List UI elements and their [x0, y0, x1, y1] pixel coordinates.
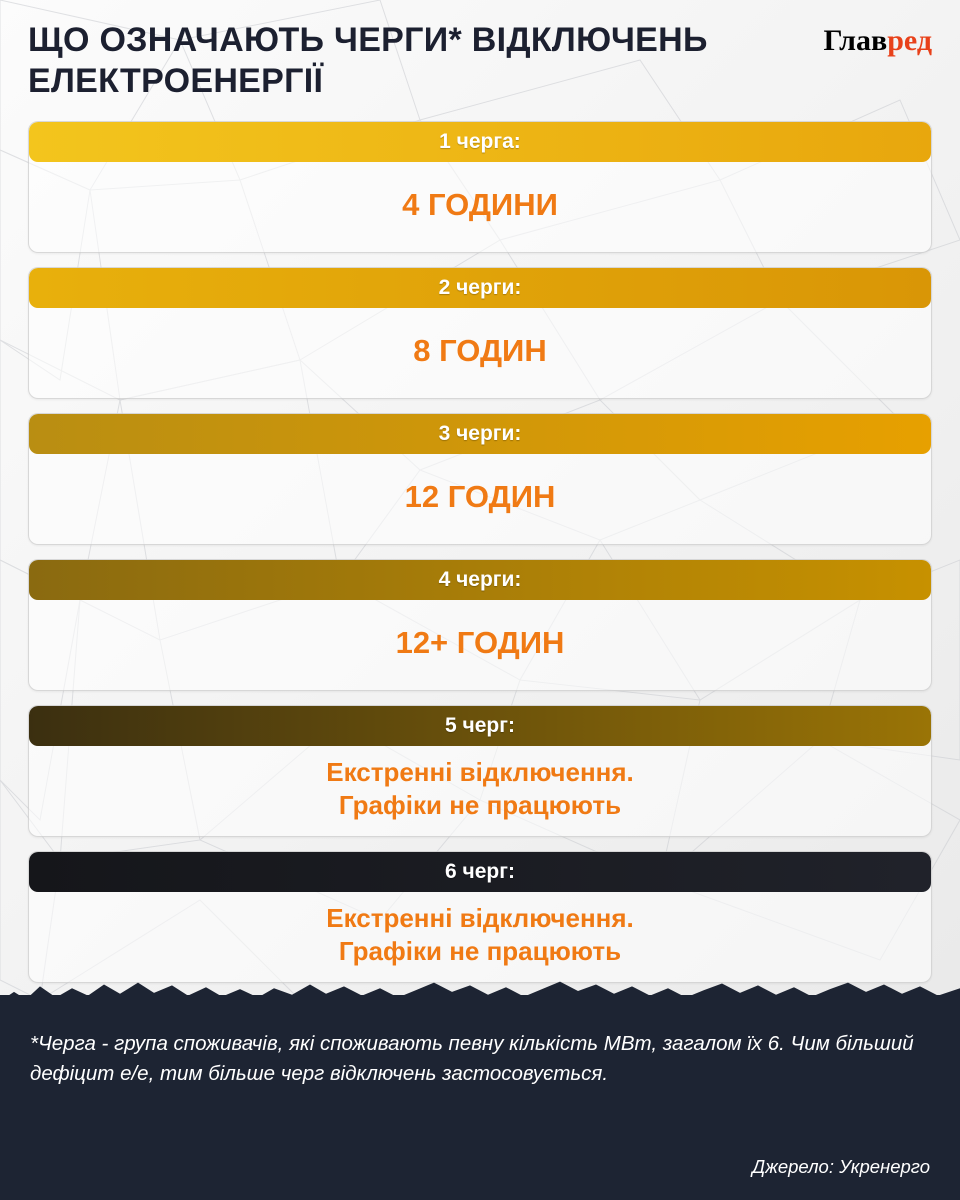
queue-row — [28, 267, 932, 399]
queue-label: 6 черг: — [445, 859, 515, 883]
queue-value: Екстренні відключення. Графіки не працюють — [326, 903, 634, 966]
queue-label: 5 черг: — [445, 713, 515, 737]
queue-value: 8 ГОДИН — [413, 332, 547, 368]
queue-row — [28, 705, 932, 837]
queue-row-body-3 — [29, 454, 931, 544]
source-label: Джерело: Укренерго — [752, 1156, 930, 1177]
footnote-text: *Черга - група споживачів, які споживають певну кількість МВт, загалом їх 6. Чим більший дефіцит е/е, тим більше черг відключень застосовується. — [30, 1032, 914, 1085]
queue-row — [28, 413, 932, 545]
footer — [0, 995, 960, 1200]
queue-row — [28, 121, 932, 253]
queue-label: 3 черги: — [438, 421, 522, 445]
queue-row — [28, 851, 932, 983]
brand-logo-part2: ред — [887, 24, 932, 57]
queue-row-body-5 — [29, 746, 931, 836]
brand-logo — [823, 20, 932, 58]
queue-value: Екстренні відключення. Графіки не працюють — [326, 757, 634, 820]
queue-row-header-1 — [29, 122, 931, 162]
queue-label: 2 черги: — [438, 275, 522, 299]
queue-label: 1 черга: — [439, 129, 521, 153]
queue-row-body-4 — [29, 600, 931, 690]
queue-row-body-2 — [29, 308, 931, 398]
queue-row-header-2 — [29, 268, 931, 308]
queue-value: 12+ ГОДИН — [395, 624, 565, 660]
queue-value: 12 ГОДИН — [404, 478, 556, 514]
queue-label: 4 черги: — [438, 567, 522, 591]
queue-row-header-6 — [29, 852, 931, 892]
queue-row-body-1 — [29, 162, 931, 252]
queue-row-body-6 — [29, 892, 931, 982]
queue-rows — [28, 121, 932, 983]
queue-row-header-3 — [29, 414, 931, 454]
header — [0, 0, 960, 103]
brand-logo-part1: Глав — [823, 24, 888, 57]
queue-row-header-4 — [29, 560, 931, 600]
queue-row-header-5 — [29, 706, 931, 746]
queue-value: 4 ГОДИНИ — [402, 186, 558, 222]
page-title: ЩО ОЗНАЧАЮТЬ ЧЕРГИ* ВІДКЛЮЧЕНЬ ЕЛЕКТРОЕНЕРГІЇ — [28, 21, 708, 101]
queue-row — [28, 559, 932, 691]
